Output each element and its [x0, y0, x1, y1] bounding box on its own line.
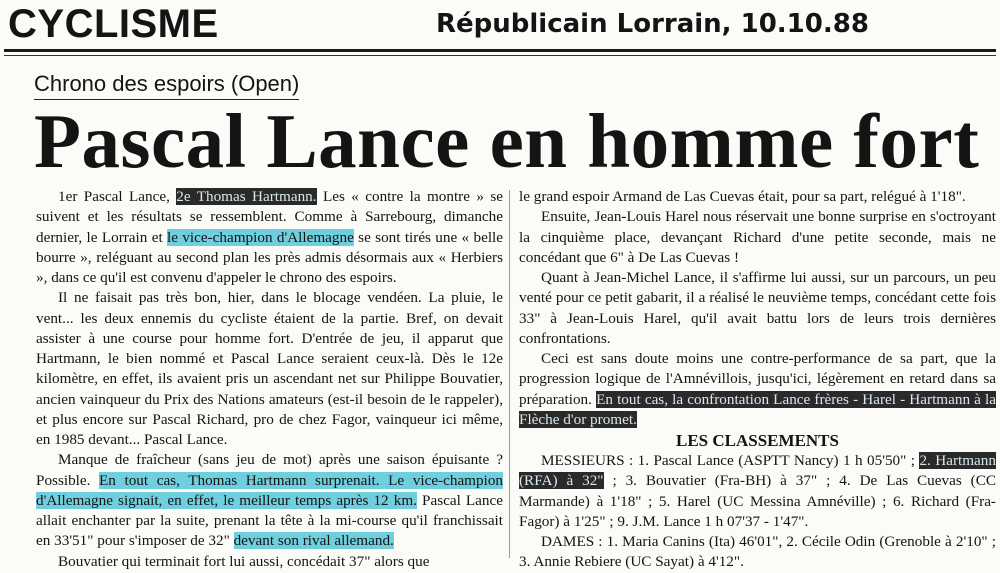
source-citation: Républicain Lorrain, 10.10.88 — [436, 9, 869, 39]
results-heading: LES CLASSEMENTS — [676, 431, 839, 450]
paragraph: 1er Pascal Lance, 2e Thomas Hartmann. Les « contre la montre » se suivent et les résultats se ressemblent. Comme à Sarrebourg, dimanche dernier, le Lorrain et le vice-champion d'Allemagne se sont tirés une « belle bourre », reléguant au second plan les près admis désormais aux « Herbiers », dans ce qu'il est convenu d'appeler le chrono des espoirs. — [36, 188, 504, 286]
article-column-right — [519, 187, 996, 573]
results-men: MESSIEURS : 1. Pascal Lance (ASPTT Nancy) 1 h 05'50" ; 2. Hartmann (RFA) à 32" ; 3. Bouvatier (Fra-BH) à 37" ; 4. De Las Cuevas (CC Marmande) à 1'18" ; 5. Harel (UC Messina Amnéville) ; 6. Richard (Fra-Fagor) à 1'25" ; 9. J.M. Lance 1 h 07'37 - 1'47". — [519, 452, 996, 530]
paragraph: Manque de fraîcheur (sans jeu de mot) après une saison épuisante ? Possible. En tout cas, Thomas Hartmann surprenait. Le vice-champion d'Allemagne signait, en effet, le meilleur temps après 12 km. Pascal Lance allait enchanter par la suite, prenant la tête à la mi-course qu'il franchissait en 33'51" pour s'imposer de 32" devant son rival allemand. — [36, 451, 504, 550]
paragraph: Ensuite, Jean-Louis Harel nous réservait une bonne surprise en s'octroyant la cinquième place, devançant Richard d'une petite seconde, mais ne concédant que 6" à De Las Cuevas ! — [519, 208, 996, 266]
article-column-left — [36, 187, 503, 572]
paragraph: le grand espoir Armand de Las Cuevas était, pour sa part, relégué à 1'18". — [519, 188, 966, 205]
highlighted-text: En tout cas, Thomas Hartmann surprenait. Le vice-champion d'Allemagne signait, en effet, le meilleur temps après 12 km. — [36, 471, 504, 509]
highlighted-text: devant son rival allemand. — [233, 532, 394, 550]
paragraph: Il ne faisait pas très bon, hier, dans le blocage vendéen. La pluie, le vent... les deux ennemis du cycliste étaient de la partie. Bref, on devait assister à une course pour homme fort. D'entrée de jeu, il apparut que Hartmann, le bien nommé et Pascal Lance seraient ceux-là. Dès le 12e kilomètre, en effet, ils avaient pris un ascendant net sur Philippe Bouvatier, ancien vainqueur du Prix des Nations amateurs (est-il besoin de le rappeler), et plus encore sur Pascal Richard, pro de chez Fagor, vainqueur ici même, en 1985 devant... Pascal Lance. — [36, 289, 503, 448]
header-rule — [4, 49, 996, 52]
highlighted-text: le vice-champion d'Allemagne — [167, 228, 354, 246]
paragraph: Bouvatier qui terminait fort lui aussi, concédait 37" alors que — [58, 552, 430, 570]
highlighted-text: 2. Hartmann (RFA) à 32" — [519, 452, 996, 490]
highlighted-text: 2e Thomas Hartmann. — [176, 188, 317, 205]
paragraph: Quant à Jean-Michel Lance, il s'affirme lui aussi, sur un parcours, un peu venté pour ce petit gabarit, il a réalisé le neuvième temps, concédant cette fois 33" à Jean-Louis Harel, qu'il avait battu lors de leurs trois dernières confrontations. — [519, 269, 996, 347]
header-rule-thin — [4, 55, 996, 56]
highlighted-text: En tout cas, la confrontation Lance frères - Harel - Hartmann à la Flèche d'or promet. — [519, 390, 996, 428]
article-headline: Pascal Lance en homme fort — [34, 98, 980, 184]
article-kicker: Chrono des espoirs (Open) — [34, 71, 299, 100]
section-title: CYCLISME — [8, 2, 219, 46]
results-women: DAMES : 1. Maria Canins (Ita) 46'01", 2. Cécile Odin (Grenoble à 2'10" ; 3. Annie Rebiere (UC Sayat) à 4'12". — [519, 533, 996, 571]
column-divider — [509, 190, 510, 558]
paragraph: Ceci est sans doute moins une contre-performance de sa part, que la progression logique de l'Amnévillois, jusqu'ici, légèrement en retard dans sa préparation. En tout cas, la confrontation Lance frères - Harel - Hartmann à la Flèche d'or promet. — [519, 350, 996, 428]
